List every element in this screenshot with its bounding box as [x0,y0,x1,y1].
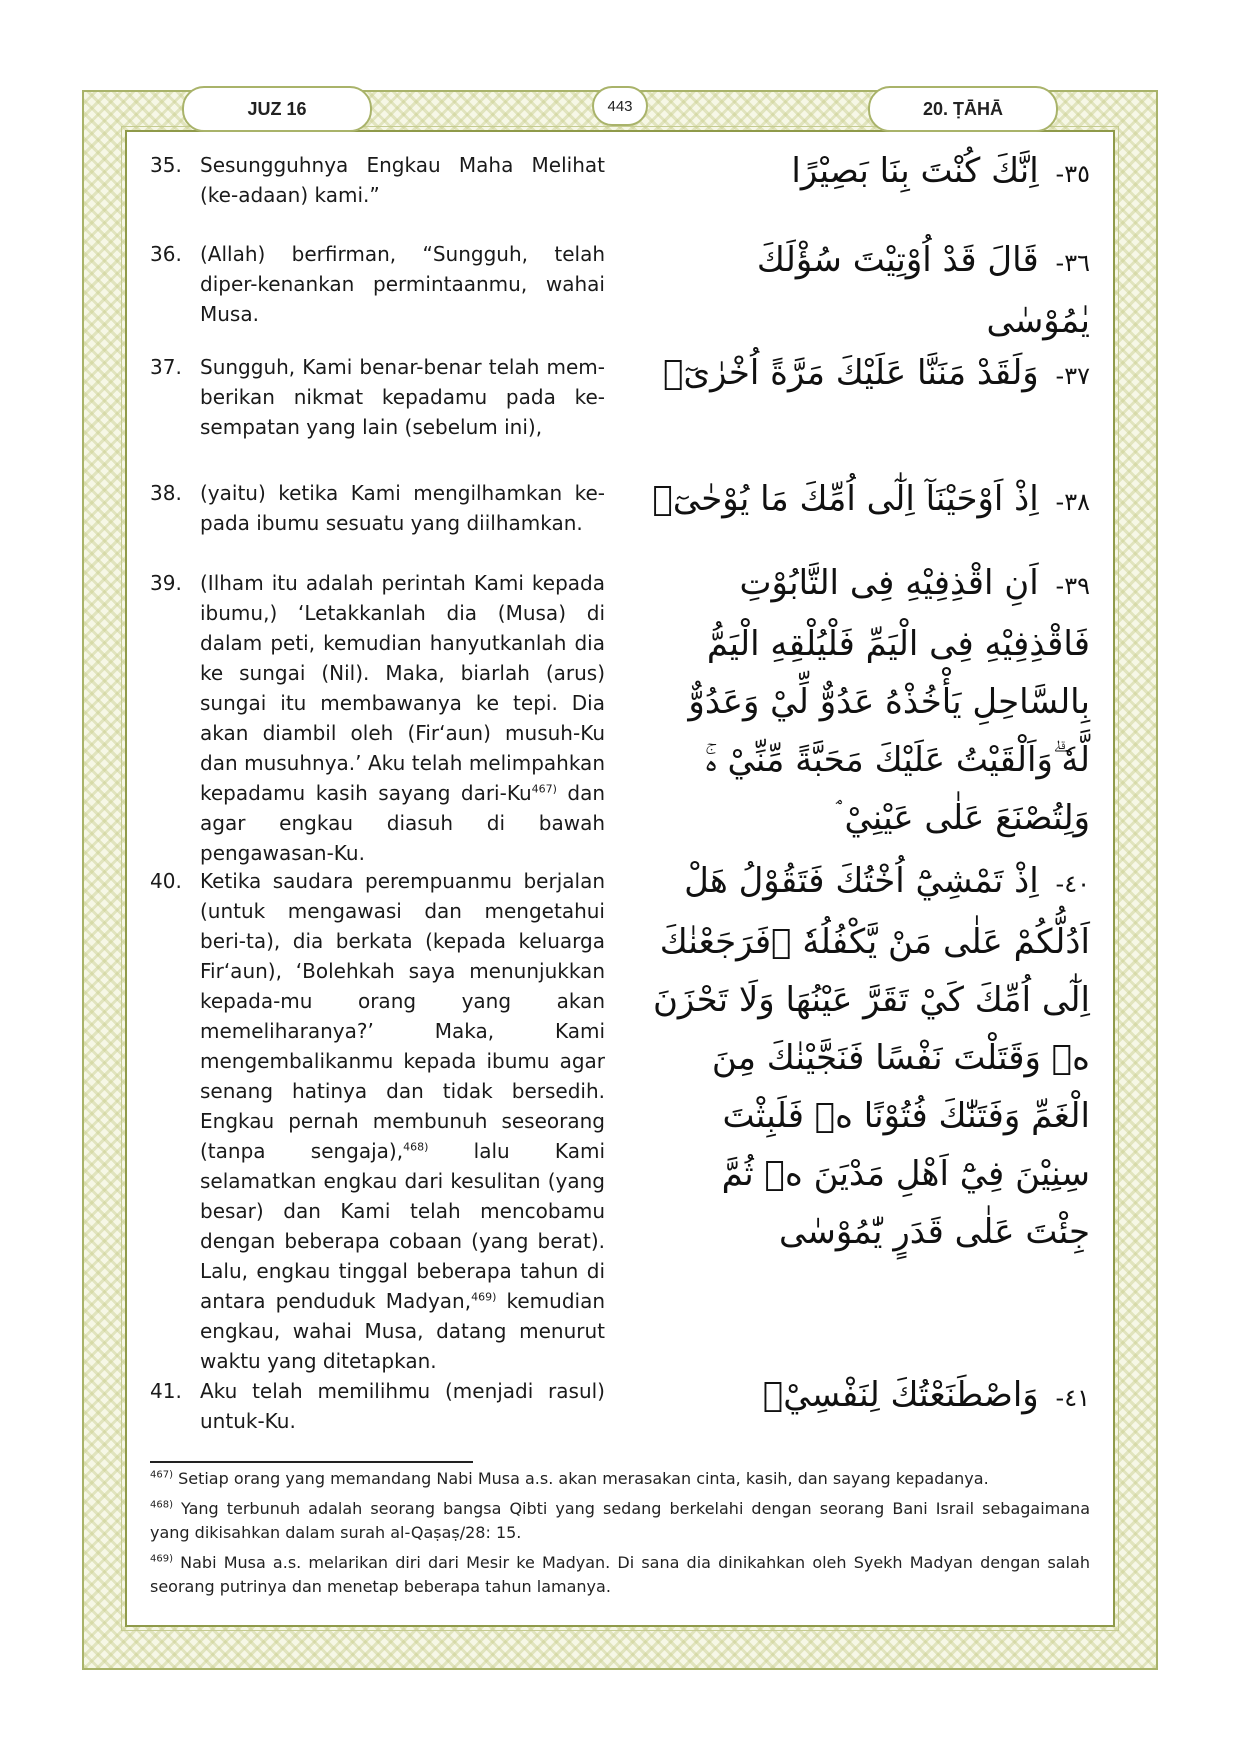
arabic-39 [650,554,1090,847]
translation-part: lalu Kami selamatkan engkau dari kesulitan (yang besar) dan Kami telah mencobamu dengan beberapa cobaan (yang berat). Lalu, engkau tinggal beberapa tahun di antara penduduk Madyan, [200,1139,605,1313]
arabic-38 [650,470,1090,531]
translation-part: (Ilham itu adalah perintah Kami kepada ibumu,) ‘Letakkanlah dia (Musa) di dalam peti, kemudian hanyutkanlah dia ke sungai (Nil). Maka, biarlah (arus) sungai itu membawanya ke tepi. Dia akan diambil oleh (Fir‘aun) musuh-Ku dan musuhnya.’ Aku telah melimpahkan kepadamu kasih sayang dari-Ku [200,571,605,805]
translation-part: kemudian engkau, wahai Musa, datang menurut waktu yang ditetapkan. [200,1289,606,1373]
arabic-41 [650,1366,1090,1427]
translation-part: dan agar engkau diasuh di bawah pengawasan-Ku. [200,781,606,865]
translation-35 [150,150,605,210]
footnote-mark: 468) [150,1499,173,1511]
translation-text [200,866,605,1376]
verse-number: 35. [150,153,182,177]
arabic-verse-number: ٤٠- [1055,870,1090,898]
translation-38 [150,478,605,538]
arabic-verse-number: ٣٧- [1055,362,1090,390]
footnote-467 [150,1467,1090,1491]
arabic-text: وَلَقَدْ مَنَنَّا عَلَيْكَ مَرَّةً اُخْرٰىٓۙ [663,353,1039,393]
footnote-ref-467[interactable]: 467) [531,782,557,796]
arabic-37 [650,344,1090,405]
footnote-text: Setiap orang yang memandang Nabi Musa a.s. akan merasakan cinta, kasih, dan sayang kepadanya. [173,1469,989,1488]
footnote-divider [150,1461,473,1463]
arabic-text: قَالَ قَدْ اُوْتِيْتَ سُؤْلَكَ يٰمُوْسٰى [756,240,1090,341]
arabic-text: اِذْ تَمْشِيْٓ اُخْتُكَ فَتَقُوْلُ هَلْ اَدُلُّكُمْ عَلٰى مَنْ يَّكْفُلُهٗ ۗفَرَجَعْنٰكَ اِلٰٓى اُمِّكَ كَيْ تَقَرَّ عَيْنُهَا وَلَا تَحْزَنَ ەۗ وَقَتَلْتَ نَفْسًا فَنَجَّيْنٰكَ مِنَ الْغَمِّ وَفَتَنّٰكَ فُتُوْنًا ەۗ فَلَبِثْتَ سِنِيْنَ فِيْٓ اَهْلِ مَدْيَنَ ەۙ ثُمَّ جِئْتَ عَلٰى قَدَرٍ يّٰمُوْسٰى [652,861,1090,1252]
verse-number: 40. [150,869,182,893]
translation-text: Aku telah memilihmu (menjadi rasul) untuk-Ku. [200,1379,605,1433]
arabic-verse-number: ٣٩- [1055,572,1090,600]
verse-number: 37. [150,355,182,379]
footnote-468 [150,1497,1090,1545]
translation-text: Sesungguhnya Engkau Maha Melihat (ke-adaan) kami.” [200,153,605,207]
verse-number: 39. [150,571,182,595]
translation-41 [150,1376,605,1436]
translation-text: (yaitu) ketika Kami mengilhamkan ke-pada ibumu sesuatu yang diilhamkan. [200,481,605,535]
juz-label: JUZ 16 [182,86,372,132]
page-number: 443 [592,86,648,126]
footnote-mark: 469) [150,1553,173,1565]
verse-number: 38. [150,481,182,505]
arabic-40 [650,852,1090,1261]
footnote-469 [150,1551,1090,1599]
arabic-verse-number: ٣٦- [1055,249,1090,277]
surah-label: 20. ṬĀHĀ [868,86,1058,132]
translation-39 [150,568,605,868]
translation-text [200,568,605,868]
arabic-verse-number: ٣٨- [1055,488,1090,516]
footnote-ref-469[interactable]: 469) [471,1290,497,1304]
footnote-text: Nabi Musa a.s. melarikan diri dari Mesir ke Madyan. Di sana dia dinikahkan oleh Syekh Madyan dengan salah seorang putrinya dan menetap beberapa tahun lamanya. [150,1553,1090,1596]
translation-36 [150,239,605,329]
translation-part: Ketika saudara perempuanmu berjalan (untuk mengawasi dan mengetahui beri-ta), dia berkata (kepada keluarga Fir‘aun), ‘Bolehkah saya menunjukkan kepada-mu orang yang akan memeliharanya?’ Maka, Kami mengembalikanmu kepada ibumu agar senang hatinya dan tidak bersedih. Engkau pernah membunuh seseorang (tanpa sengaja), [200,869,605,1163]
arabic-text: اِنَّكَ كُنْتَ بِنَا بَصِيْرًا [791,151,1039,191]
footnotes [150,1467,1090,1605]
footnote-ref-468[interactable]: 468) [403,1140,429,1154]
footnote-text: Yang terbunuh adalah seorang bangsa Qibti yang sedang berkelahi dengan seorang Bani Israil sebagaimana yang dikisahkan dalam surah al-Qaṣaṣ/28: 15. [150,1499,1090,1542]
verse-number: 36. [150,242,182,266]
arabic-text: اِذْ اَوْحَيْنَآ اِلٰٓى اُمِّكَ مَا يُوْحٰىٓۙ [652,479,1039,519]
arabic-36 [650,231,1090,350]
arabic-text: وَاصْطَنَعْتُكَ لِنَفْسِيْۚ [762,1375,1039,1415]
translation-40 [150,866,605,1376]
translation-37 [150,352,605,442]
translation-text: (Allah) berfirman, “Sungguh, telah diper-kenankan permintaanmu, wahai Musa. [200,242,605,326]
translation-text: Sungguh, Kami benar-benar telah mem-berikan nikmat kepadamu pada ke-sempatan yang lain (sebelum ini), [200,355,605,439]
footnote-mark: 467) [150,1469,173,1481]
arabic-verse-number: ٣٥- [1055,160,1090,188]
arabic-text: اَنِ اقْذِفِيْهِ فِى التَّابُوْتِ فَاقْذِفِيْهِ فِى الْيَمِّ فَلْيُلْقِهِ الْيَمُّ بِالسَّاحِلِ يَأْخُذْهُ عَدُوٌّ لِّيْ وَعَدُوٌّ لَّهٗ ۗوَاَلْقَيْتُ عَلَيْكَ مَحَبَّةً مِّنِّيْ ەۚ وَلِتُصْنَعَ عَلٰى عَيْنِيْ ۘ [688,563,1090,838]
arabic-verse-number: ٤١- [1055,1384,1090,1412]
arabic-35 [650,142,1090,203]
verse-number: 41. [150,1379,182,1403]
